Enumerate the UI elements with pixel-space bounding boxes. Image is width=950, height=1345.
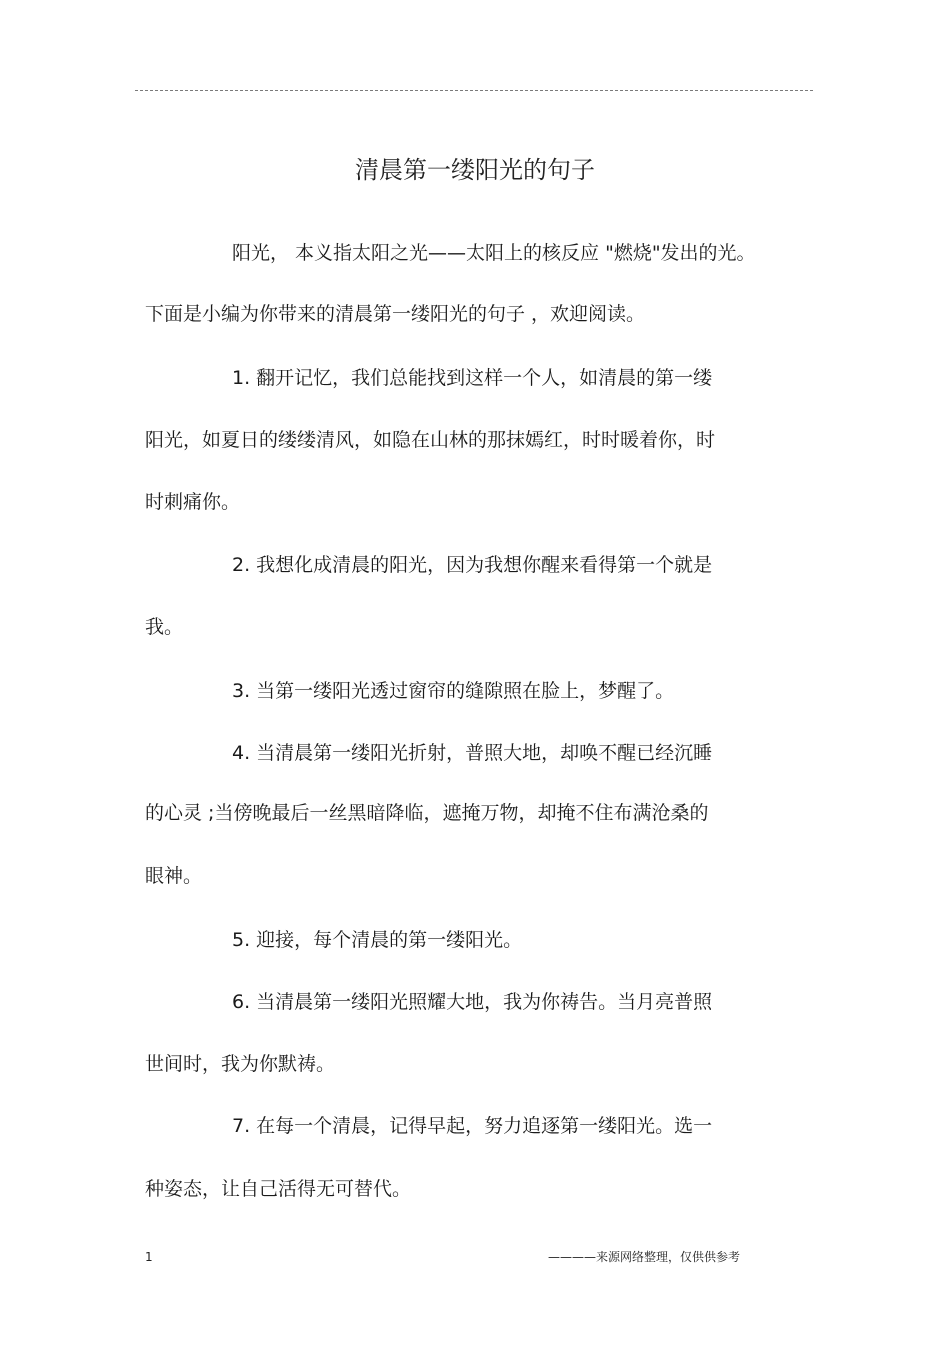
item-4-line-2: 的心灵 ;当傍晚最后一丝黑暗降临，遮掩万物，却掩不住布满沧桑的 — [145, 802, 709, 824]
footer-source-note: ————来源网络整理，仅供供参考 — [548, 1250, 741, 1264]
item-7-line-2: 种姿态，让自己活得无可替代。 — [145, 1178, 412, 1200]
intro-line-1: 阳光， 本义指太阳之光——太阳上的核反应 "燃烧"发出的光。 — [232, 242, 756, 264]
item-1-line-1: 1. 翻开记忆，我们总能找到这样一个人，如清晨的第一缕 — [232, 367, 713, 389]
item-6-line-1: 6. 当清晨第一缕阳光照耀大地，我为你祷告。当月亮普照 — [232, 991, 713, 1013]
item-7-line-1: 7. 在每一个清晨，记得早起，努力追逐第一缕阳光。选一 — [232, 1115, 713, 1137]
page-number: 1 — [145, 1250, 153, 1264]
item-2-line-1: 2. 我想化成清晨的阳光，因为我想你醒来看得第一个就是 — [232, 554, 713, 576]
item-1-line-2: 阳光，如夏日的缕缕清风，如隐在山林的那抹嫣红，时时暖着你，时 — [145, 429, 716, 451]
item-1-line-3: 时刺痛你。 — [145, 491, 241, 513]
item-4-line-3: 眼神。 — [145, 865, 203, 887]
item-5-line-1: 5. 迎接，每个清晨的第一缕阳光。 — [232, 929, 523, 951]
item-3-line-1: 3. 当第一缕阳光透过窗帘的缝隙照在脸上，梦醒了。 — [232, 680, 675, 702]
header-dashed-rule — [135, 90, 813, 91]
item-4-line-1: 4. 当清晨第一缕阳光折射，普照大地，却唤不醒已经沉睡 — [232, 742, 713, 764]
item-2-line-2: 我。 — [145, 616, 184, 638]
intro-line-2: 下面是小编为你带来的清晨第一缕阳光的句子 ，欢迎阅读。 — [145, 303, 646, 325]
item-6-line-2: 世间时，我为你默祷。 — [145, 1053, 336, 1075]
document-title: 清晨第一缕阳光的句子 — [355, 156, 595, 184]
